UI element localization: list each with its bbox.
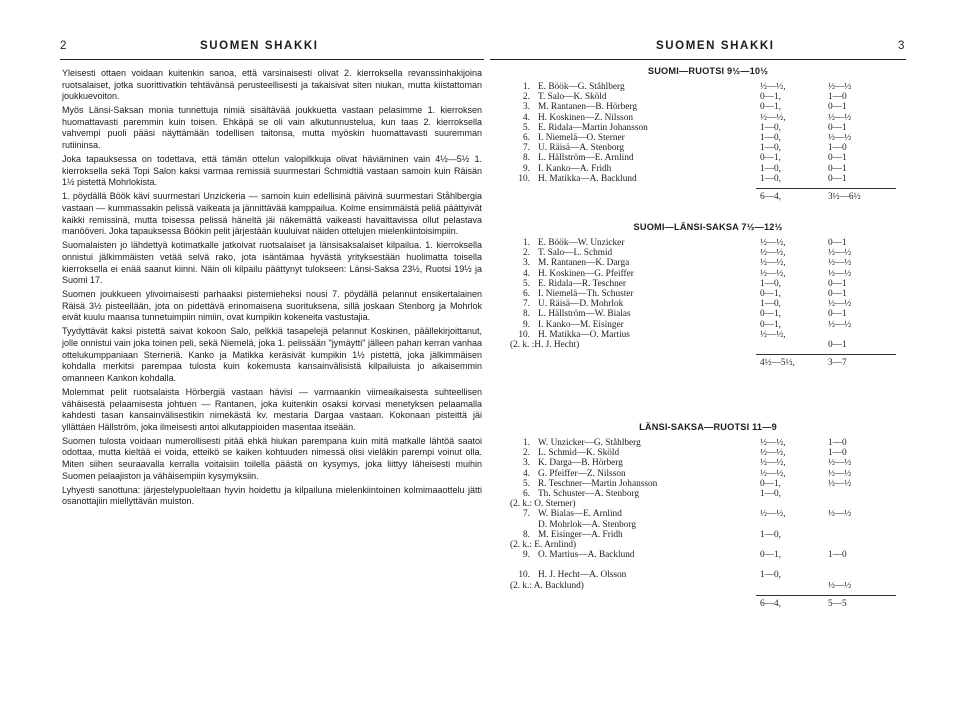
round1-result: 1—0, — [760, 299, 781, 310]
round2-result: ½—½ — [828, 468, 852, 479]
table-row — [510, 340, 906, 350]
table-row — [510, 113, 906, 123]
round2-result: 1—0 — [828, 550, 847, 561]
substitute-note: (2. k.: E. Arnlind) — [510, 539, 577, 550]
player-pairing: U. Räisä—A. Stenborg — [538, 143, 625, 154]
player-pairing: I. Kanko—A. Fridh — [538, 163, 612, 174]
board-number: 8. — [523, 309, 530, 320]
round2-result: 1—0 — [828, 143, 847, 154]
round2-result: 0—1 — [828, 339, 847, 350]
board-number: 4. — [523, 112, 530, 123]
table-row — [510, 509, 906, 519]
round2-result: 0—1 — [828, 173, 847, 184]
board-number: 6. — [523, 132, 530, 143]
paragraph: Suomen joukkueen ylivoimaisesti parhaaksi pistemieheksi nousi 7. pöydällä pelannut ensikertalainen Räisä 3½ pisteellään, jota on pidettävä erinomaisena suorituksena, sillä joskaan Stenborg ja Mohrlok eivät kuulu maansa tunnetuimpiin nimiin, ovat kumpikin kokeneita vastustajia. — [62, 289, 482, 323]
round1-result: 1—0, — [760, 278, 781, 289]
paragraph: Myös Länsi-Saksan monia tunnettuja nimiä sisältävää joukkuetta vastaan pelasimme 1. kierroksen huomattavasti paremmin kuin toisen. Ehkäpä se oli vain alkutunnustelua, kun taas 2. kierroksella vahvempi puoli pääsi näyttämään todellisen taitonsa, mutta myöskin huomattavasti suuremman rutiininsa. — [62, 105, 482, 151]
round1-result: ½—½, — [760, 258, 786, 269]
player-pairing: U. Räisä—D. Mohrlok — [538, 299, 624, 310]
board-number: 10. — [518, 570, 530, 581]
table-row — [510, 289, 906, 299]
total-rule — [756, 188, 896, 189]
table-title: SUOMI—LÄNSI-SAKSA 7½—12½ — [633, 222, 783, 232]
table-total — [510, 188, 906, 204]
round2-result: 0—1 — [828, 288, 847, 299]
board-number: 10. — [518, 173, 530, 184]
table-row — [510, 469, 906, 479]
board-number: 8. — [523, 153, 530, 164]
running-title: SUOMEN SHAKKI — [656, 40, 775, 52]
header-rule — [490, 59, 906, 60]
table-row — [510, 309, 906, 319]
paragraph: Molemmat pelit ruotsalaista Hörbergiä vastaan hävisi — varmaankin viimeaikaisesta suhteellisen vähäisestä pelaamisesta johtuen — Rantanen, joka kuitenkin osaksi korvasi menetyksen pelaamalla kahdesti tasan kansainvälisestikin nimekästä kv. mestaria Dargaa vastaan. Kokonaan pisteittä jäi yllättäen Hällström, joka ilmeisesti antoi alkutappioiden masentaa itseään. — [62, 386, 482, 432]
round1-result: ½—½, — [760, 509, 786, 520]
paragraph: Suomen tulosta voidaan numerollisesti pitää ehkä hiukan parempana kuin mitä matkalle lähtöä saatoi odottaa, mutta kieltää ei voida, etteikö se kaiken kohtuuden nimessä olisi vieläkin parempi voinut olla. Miten siihen seuraavalla kerralla voitaisiin toilella päästä on kysymys, joka liittyy läheisesti muihin Suomen pelaajiston ja vähäisempiin kysymyksiin. — [62, 435, 482, 481]
table-total — [510, 595, 906, 611]
table-row — [510, 581, 906, 591]
round2-result: ½—½ — [828, 258, 852, 269]
table-row — [510, 438, 906, 448]
substitute-note: (2. k. :H. J. Hecht) — [510, 339, 580, 350]
round1-result: 1—0, — [760, 163, 781, 174]
total-r1: 6—4, — [760, 191, 781, 202]
right-page-header — [490, 40, 906, 56]
round1-result: ½—½, — [760, 438, 786, 448]
player-pairing: E. Böök—W. Unzicker — [538, 238, 625, 248]
round2-result: ½—½ — [828, 268, 852, 279]
board-number: 1. — [523, 82, 530, 92]
round1-result: ½—½, — [760, 468, 786, 479]
board-number: 3. — [523, 102, 530, 113]
board-number: 1. — [523, 238, 530, 248]
player-pairing: G. Pfeiffer—Z. Nilsson — [538, 468, 626, 479]
table-row — [510, 570, 906, 580]
substitute-note: (2. k.: A. Backlund) — [510, 580, 584, 591]
round1-result: 0—1, — [760, 92, 781, 103]
round1-result: 1—0, — [760, 488, 781, 499]
board-number: 10. — [518, 329, 530, 340]
substitute-note: (2. k.: O. Sterner) — [510, 499, 576, 510]
player-pairing: Th. Schuster—A. Stenborg — [538, 488, 640, 499]
player-pairing: O. Martius—A. Backlund — [538, 550, 635, 561]
round2-result: 1—0 — [828, 92, 847, 103]
player-pairing: M. Eisinger—A. Fridh — [538, 529, 623, 540]
player-pairing: K. Darga—B. Hörberg — [538, 458, 623, 469]
table-row — [510, 153, 906, 163]
round2-result: ½—½ — [828, 478, 852, 489]
player-pairing: L. Hällström—E. Arnlind — [538, 153, 634, 164]
total-r1: 4½—5½, — [760, 358, 795, 369]
page-number: 3 — [898, 40, 905, 52]
table-row — [510, 550, 906, 560]
round1-result: 1—0, — [760, 122, 781, 133]
table-row — [510, 330, 906, 340]
round1-result: 0—1, — [760, 102, 781, 113]
player-pairing: E. Ridala—R. Teschner — [538, 278, 626, 289]
player-pairing: T. Salo—L. Schmid — [538, 248, 613, 259]
total-r2: 5—5 — [828, 598, 847, 609]
paragraph: Joka tapauksessa on todettava, että tämän ottelun valopilkkuja olivat häviäminen vain 4½—5½ 1. kierroksella sekä Topi Salon kaksi varmaa remissiä suurmestari Schmidtiä vastaan samoin kuin Räisän 1½ pistettä Mohrlokista. — [62, 154, 482, 188]
board-number: 5. — [523, 278, 530, 289]
round2-result: ½—½ — [828, 458, 852, 469]
results-table-suomi-lansi-saksa — [510, 222, 906, 370]
player-pairing: H. J. Hecht—A. Olsson — [538, 570, 627, 581]
table-row — [510, 238, 906, 248]
round1-result: 1—0, — [760, 529, 781, 540]
player-pairing: I. Niemelä—Th. Schuster — [538, 288, 634, 299]
round2-result: ½—½ — [828, 299, 852, 310]
round2-result: 0—1 — [828, 309, 847, 320]
board-number: 3. — [523, 458, 530, 469]
round1-result: 0—1, — [760, 319, 781, 330]
results-table-suomi-ruotsi — [510, 66, 906, 204]
round2-result: 1—0 — [828, 448, 847, 459]
board-number: 2. — [523, 92, 530, 103]
table-row — [510, 499, 906, 509]
running-title: SUOMEN SHAKKI — [200, 40, 319, 52]
round1-result: 0—1, — [760, 478, 781, 489]
table-title: SUOMI—RUOTSI 9½—10½ — [647, 66, 769, 76]
player-pairing: I. Niemelä—O. Sterner — [538, 132, 625, 143]
round1-result: 0—1, — [760, 550, 781, 561]
round1-result: ½—½, — [760, 238, 786, 248]
table-row — [510, 540, 906, 550]
table-row — [510, 82, 906, 92]
table-row — [510, 174, 906, 184]
round2-result: 1—0 — [828, 438, 847, 448]
table-row — [510, 123, 906, 133]
table-title: LÄNSI-SAKSA—RUOTSI 11—9 — [639, 422, 777, 432]
player-pairing: W. Unzicker—G. Ståhlberg — [538, 438, 641, 448]
round2-result: ½—½ — [828, 112, 852, 123]
table-row — [510, 258, 906, 268]
table-row — [510, 133, 906, 143]
board-number: 6. — [523, 288, 530, 299]
table-row — [510, 102, 906, 112]
board-number: 2. — [523, 448, 530, 459]
player-pairing: D. Mohrlok—A. Stenborg — [538, 519, 636, 530]
player-pairing: M. Rantanen—K. Darga — [538, 258, 630, 269]
round2-result: ½—½ — [828, 248, 852, 259]
board-number: 7. — [523, 299, 530, 310]
table-row — [510, 448, 906, 458]
round2-result: ½—½ — [828, 132, 852, 143]
board-number: 3. — [523, 258, 530, 269]
player-pairing: L. Hällström—W. Bialas — [538, 309, 631, 320]
page-number: 2 — [60, 40, 67, 52]
round1-result: 1—0, — [760, 173, 781, 184]
round1-result: ½—½, — [760, 112, 786, 123]
player-pairing: I. Kanko—M. Eisinger — [538, 319, 624, 330]
round1-result: 1—0, — [760, 570, 781, 581]
table-row — [510, 458, 906, 468]
round1-result: ½—½, — [760, 268, 786, 279]
paragraph: 1. pöydällä Böök kävi suurmestari Unzickeria — samoin kuin edellisinä päivinä suurmestari Ståhlbergia vastaan — kummassakin pelissä vaikeata ja jännittävää kamppailua. Kolme ensimmäistä peliä päättyivät kaikki remissinä, mutta toisessa pelissä häneltä jäi näkemättä vaikeasti havaittavissa ollut pelastava manööveri. Joka tapauksessa Böökin pelit järjestään kuuluivat näiden ottelujen mielenkiintoisimpiin. — [62, 191, 482, 237]
table-row — [510, 520, 906, 530]
round1-result: ½—½, — [760, 248, 786, 259]
round1-result: ½—½, — [760, 448, 786, 459]
total-rule — [756, 354, 896, 355]
board-number: 7. — [523, 509, 530, 520]
board-number: 5. — [523, 478, 530, 489]
board-number: 9. — [523, 550, 530, 561]
results-table-lansi-saksa-ruotsi — [510, 422, 906, 611]
round2-result: 0—1 — [828, 163, 847, 174]
total-r2: 3½—6½ — [828, 191, 861, 202]
header-rule — [60, 59, 484, 60]
board-number: 4. — [523, 268, 530, 279]
round2-result: 0—1 — [828, 102, 847, 113]
player-pairing: W. Bialas—E. Arnlind — [538, 509, 622, 520]
board-number: 9. — [523, 319, 530, 330]
board-number: 1. — [523, 438, 530, 448]
board-number: 5. — [523, 122, 530, 133]
player-pairing: H. Matikka—O. Martius — [538, 329, 630, 340]
right-page — [490, 0, 960, 702]
round1-result: ½—½, — [760, 329, 786, 340]
table-row — [510, 248, 906, 258]
board-number: 2. — [523, 248, 530, 259]
player-pairing: R. Teschner—Martin Johansson — [538, 478, 658, 489]
board-number: 8. — [523, 529, 530, 540]
table-row — [510, 530, 906, 540]
round1-result: ½—½, — [760, 458, 786, 469]
board-number: 4. — [523, 468, 530, 479]
player-pairing: H. Koskinen—Z. Nilsson — [538, 112, 634, 123]
round1-result: 0—1, — [760, 309, 781, 320]
player-pairing: E. Ridala—Martin Johansson — [538, 122, 648, 133]
paragraph: Suomalaisten jo lähdettyä kotimatkalle jatkoivat ruotsalaiset ja länsisaksalaiset kilpailua. 1. kierroksella onnistui jälkimmäisten vetää selvä rako, jota isäntämaa hyvästä yrityksestään huolimatta toisella kierroksella ei enää saanut kiinni. Näin oli kilpailu päättynyt tulokseen: Länsi-Saksa 23½, Ruotsi 19½ ja Suomi 17. — [62, 240, 482, 286]
board-number: 9. — [523, 163, 530, 174]
round2-result: 0—1 — [828, 278, 847, 289]
player-pairing: M. Rantanen—B. Hörberg — [538, 102, 637, 113]
player-pairing: E. Böök—G. Ståhlberg — [538, 82, 625, 92]
table-row — [510, 269, 906, 279]
table-total — [510, 354, 906, 370]
table-row — [510, 320, 906, 330]
round2-result: 0—1 — [828, 122, 847, 133]
board-number: 7. — [523, 143, 530, 154]
total-r2: 3—7 — [828, 358, 847, 369]
round2-result: 0—1 — [828, 238, 847, 248]
total-rule — [756, 595, 896, 596]
paragraph: Yleisesti ottaen voidaan kuitenkin sanoa, että varsinaisesti olivat 2. kierroksella revanssinhakijoina ruotsalaiset, jotka suorittivatkin tehtävänsä perusteellisesti ja takaisivat siten niukan, mutta kiistattoman joukkuevoiton. — [62, 68, 482, 102]
player-pairing: H. Koskinen—G. Pfeiffer — [538, 268, 634, 279]
player-pairing: H. Matikka—A. Backlund — [538, 173, 637, 184]
left-page-header — [60, 40, 484, 56]
player-pairing: T. Salo—K. Sköld — [538, 92, 607, 103]
round2-result: ½—½ — [828, 82, 852, 92]
round2-result: 0—1 — [828, 153, 847, 164]
table-row — [510, 92, 906, 102]
round1-result: 1—0, — [760, 132, 781, 143]
table-row — [510, 299, 906, 309]
table-row — [510, 143, 906, 153]
round2-result: ½—½ — [828, 509, 852, 520]
round1-result: 0—1, — [760, 288, 781, 299]
round2-result: ½—½ — [828, 319, 852, 330]
table-row — [510, 560, 906, 570]
table-row — [510, 279, 906, 289]
article-body — [62, 68, 482, 510]
table-row — [510, 479, 906, 489]
table-row — [510, 489, 906, 499]
player-pairing: L. Schmid—K. Sköld — [538, 448, 620, 459]
total-r1: 6—4, — [760, 598, 781, 609]
round2-result: ½—½ — [828, 580, 852, 591]
board-number: 6. — [523, 488, 530, 499]
table-row — [510, 164, 906, 174]
paragraph: Tyydyttävät kaksi pistettä saivat kokoon Salo, pelkkiä tasapelejä pelannut Koskinen, päällekirjoittanut, jolle onnistui vain joka toinen peli, sekä Niemelä, joka 1. pelissään "jymäytti" jälleen pahan kerran vanhaa ottelukumppaniaan Sterneriä. Kanko ja Matikka keräsivät kumpikin 1½ pistettä, joka jälkimmäisen kohdalla merkitsi parempaa tulosta kuin kokemusta kansainvälisistä kilpailuista jo aikaisemmin omanneen Kankon kohdalla. — [62, 326, 482, 383]
paragraph: Lyhyesti sanottuna: järjestelypuoleltaan hyvin hoidettu ja kilpailuna mielenkiintoinen kolmimaaottelu jätti osanottajiin miellyttävän muiston. — [62, 484, 482, 507]
round1-result: 1—0, — [760, 143, 781, 154]
round1-result: 0—1, — [760, 153, 781, 164]
round1-result: ½—½, — [760, 82, 786, 92]
